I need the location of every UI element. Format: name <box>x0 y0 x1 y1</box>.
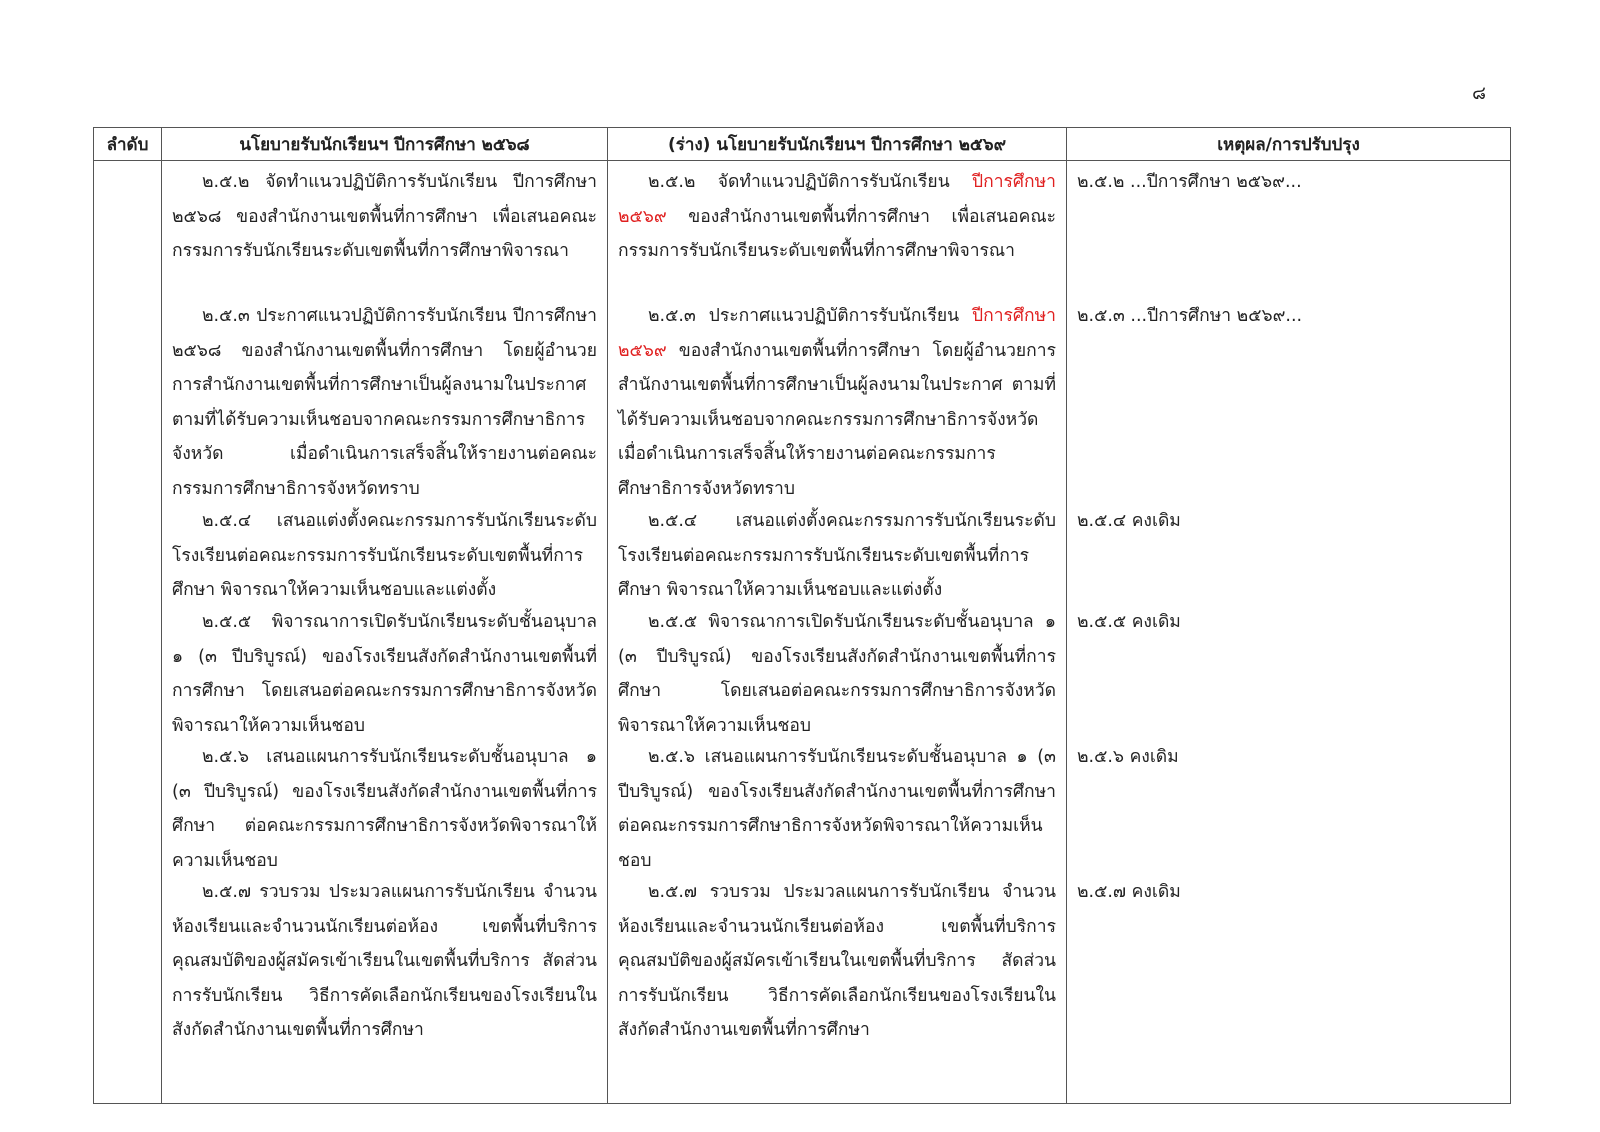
policy-2569-item-2-5-5: ๒.๕.๕ พิจารณาการเปิดรับนักเรียนระดับชั้นอนุบาล ๑ (๓ ปีบริบูรณ์) ของโรงเรียนสังกัดสำนักงานเขตพื้นที่การศึกษา โดยเสนอต่อคณะกรรมการศึกษาธิการจังหวัดพิจารณาให้ความเห็นชอบ <box>618 612 1056 736</box>
policy-2568-item-2-5-6: ๒.๕.๖ เสนอแผนการรับนักเรียนระดับชั้นอนุบาล ๑ (๓ ปีบริบูรณ์) ของโรงเรียนสังกัดสำนักงานเขตพื้นที่การศึกษา ต่อคณะกรรมการศึกษาธิการจังหวัดพิจารณาให้ความเห็นชอบ <box>172 747 597 871</box>
reason-item-2-5-5: ๒.๕.๕ คงเดิม <box>1077 612 1181 632</box>
order-cell <box>94 161 162 1104</box>
policy-2569-item-2-5-6: ๒.๕.๖ เสนอแผนการรับนักเรียนระดับชั้นอนุบาล ๑ (๓ ปีบริบูรณ์) ของโรงเรียนสังกัดสำนักงานเขตพื้นที่การศึกษา ต่อคณะกรรมการศึกษาธิการจังหวัดพิจารณาให้ความเห็นชอบ <box>618 747 1056 871</box>
policy-2569-item-2-5-2-highlight: ปีการศึกษา ๒๕๖๙ <box>618 172 1056 227</box>
policy-2569-cell <box>608 161 1067 1104</box>
reason-item-2-5-7: ๒.๕.๗ คงเดิม <box>1077 882 1181 902</box>
reason-item-2-5-2: ๒.๕.๒ ...ปีการศึกษา ๒๕๖๙... <box>1077 172 1302 192</box>
policy-comparison-table <box>93 127 1511 1104</box>
reason-cell <box>1067 161 1511 1104</box>
policy-2569-item-2-5-3-highlight: ปีการศึกษา ๒๕๖๙ <box>618 306 1056 361</box>
policy-2569-item-2-5-3-text-a: ๒.๕.๓ ประกาศแนวปฏิบัติการรับนักเรียน <box>648 306 972 326</box>
policy-2569-item-2-5-2-text-b: ของสำนักงานเขตพื้นที่การศึกษา เพื่อเสนอคณะกรรมการรับนักเรียนระดับเขตพื้นที่การศึกษาพิจารณา <box>618 206 1056 261</box>
reason-item-2-5-6: ๒.๕.๖ คงเดิม <box>1077 747 1179 767</box>
page-number: ๘ <box>1472 83 1486 104</box>
reason-item-2-5-3: ๒.๕.๓ ...ปีการศึกษา ๒๕๖๙... <box>1077 306 1303 326</box>
header-order: ลำดับ <box>94 128 162 161</box>
policy-2569-item-2-5-3 <box>618 299 1056 504</box>
policy-2569-item-2-5-3-text-b: ของสำนักงานเขตพื้นที่การศึกษา โดยผู้อำนวยการสำนักงานเขตพื้นที่การศึกษาเป็นผู้ลงนามในประกาศ ตามที่ได้รับความเห็นชอบจากคณะกรรมการศึกษาธิการจังหวัด เมื่อดำเนินการเสร็จสิ้นให้รายงานต่อคณะกรรมการศึกษาธิการจังหวัดทราบ <box>618 340 1056 499</box>
reason-item-2-5-4: ๒.๕.๔ คงเดิม <box>1077 511 1181 531</box>
policy-2568-item-2-5-7: ๒.๕.๗ รวบรวม ประมวลแผนการรับนักเรียน จำนวนห้องเรียนและจำนวนนักเรียนต่อห้อง เขตพื้นที่บริการ คุณสมบัติของผู้สมัครเข้าเรียนในเขตพื้นที่บริการ สัดส่วนการรับนักเรียน วิธีการคัดเลือกนักเรียนของโรงเรียนในสังกัดสำนักงานเขตพื้นที่การศึกษา <box>172 882 597 1040</box>
policy-2568-item-2-5-2: ๒.๕.๒ จัดทำแนวปฏิบัติการรับนักเรียน ปีการศึกษา ๒๕๖๘ ของสำนักงานเขตพื้นที่การศึกษา เพื่อเสนอคณะกรรมการรับนักเรียนระดับเขตพื้นที่การศึกษาพิจารณา <box>172 172 597 261</box>
policy-2569-item-2-5-2-text-a: ๒.๕.๒ จัดทำแนวปฏิบัติการรับนักเรียน <box>648 172 972 192</box>
policy-2568-item-2-5-4: ๒.๕.๔ เสนอแต่งตั้งคณะกรรมการรับนักเรียนระดับโรงเรียนต่อคณะกรรมการรับนักเรียนระดับเขตพื้นที่การศึกษา พิจารณาให้ความเห็นชอบและแต่งตั้ง <box>172 511 597 600</box>
header-reason: เหตุผล/การปรับปรุง <box>1067 128 1511 161</box>
policy-2568-item-2-5-5: ๒.๕.๕ พิจารณาการเปิดรับนักเรียนระดับชั้นอนุบาล ๑ (๓ ปีบริบูรณ์) ของโรงเรียนสังกัดสำนักงานเขตพื้นที่การศึกษา โดยเสนอต่อคณะกรรมการศึกษาธิการจังหวัดพิจารณาให้ความเห็นชอบ <box>172 612 597 736</box>
policy-2568-item-2-5-3: ๒.๕.๓ ประกาศแนวปฏิบัติการรับนักเรียน ปีการศึกษา ๒๕๖๘ ของสำนักงานเขตพื้นที่การศึกษา โดยผู้อำนวยการสำนักงานเขตพื้นที่การศึกษาเป็นผู้ลงนามในประกาศ ตามที่ได้รับความเห็นชอบจากคณะกรรมการศึกษาธิการจังหวัด เมื่อดำเนินการเสร็จสิ้นให้รายงานต่อคณะกรรมการศึกษาธิการจังหวัดทราบ <box>172 306 597 499</box>
header-policy-2568: นโยบายรับนักเรียนฯ ปีการศึกษา ๒๕๖๘ <box>162 128 608 161</box>
table-row <box>94 161 1511 1104</box>
policy-2568-cell <box>162 161 608 1104</box>
header-policy-2569: (ร่าง) นโยบายรับนักเรียนฯ ปีการศึกษา ๒๕๖๙ <box>608 128 1067 161</box>
policy-2569-item-2-5-2 <box>618 165 1056 299</box>
policy-2569-item-2-5-7: ๒.๕.๗ รวบรวม ประมวลแผนการรับนักเรียน จำนวนห้องเรียนและจำนวนนักเรียนต่อห้อง เขตพื้นที่บริการ คุณสมบัติของผู้สมัครเข้าเรียนในเขตพื้นที่บริการ สัดส่วนการรับนักเรียน วิธีการคัดเลือกนักเรียนของโรงเรียนในสังกัดสำนักงานเขตพื้นที่การศึกษา <box>618 882 1056 1040</box>
table-header-row <box>94 128 1511 161</box>
policy-2569-item-2-5-4: ๒.๕.๔ เสนอแต่งตั้งคณะกรรมการรับนักเรียนระดับโรงเรียนต่อคณะกรรมการรับนักเรียนระดับเขตพื้นที่การศึกษา พิจารณาให้ความเห็นชอบและแต่งตั้ง <box>618 511 1056 600</box>
